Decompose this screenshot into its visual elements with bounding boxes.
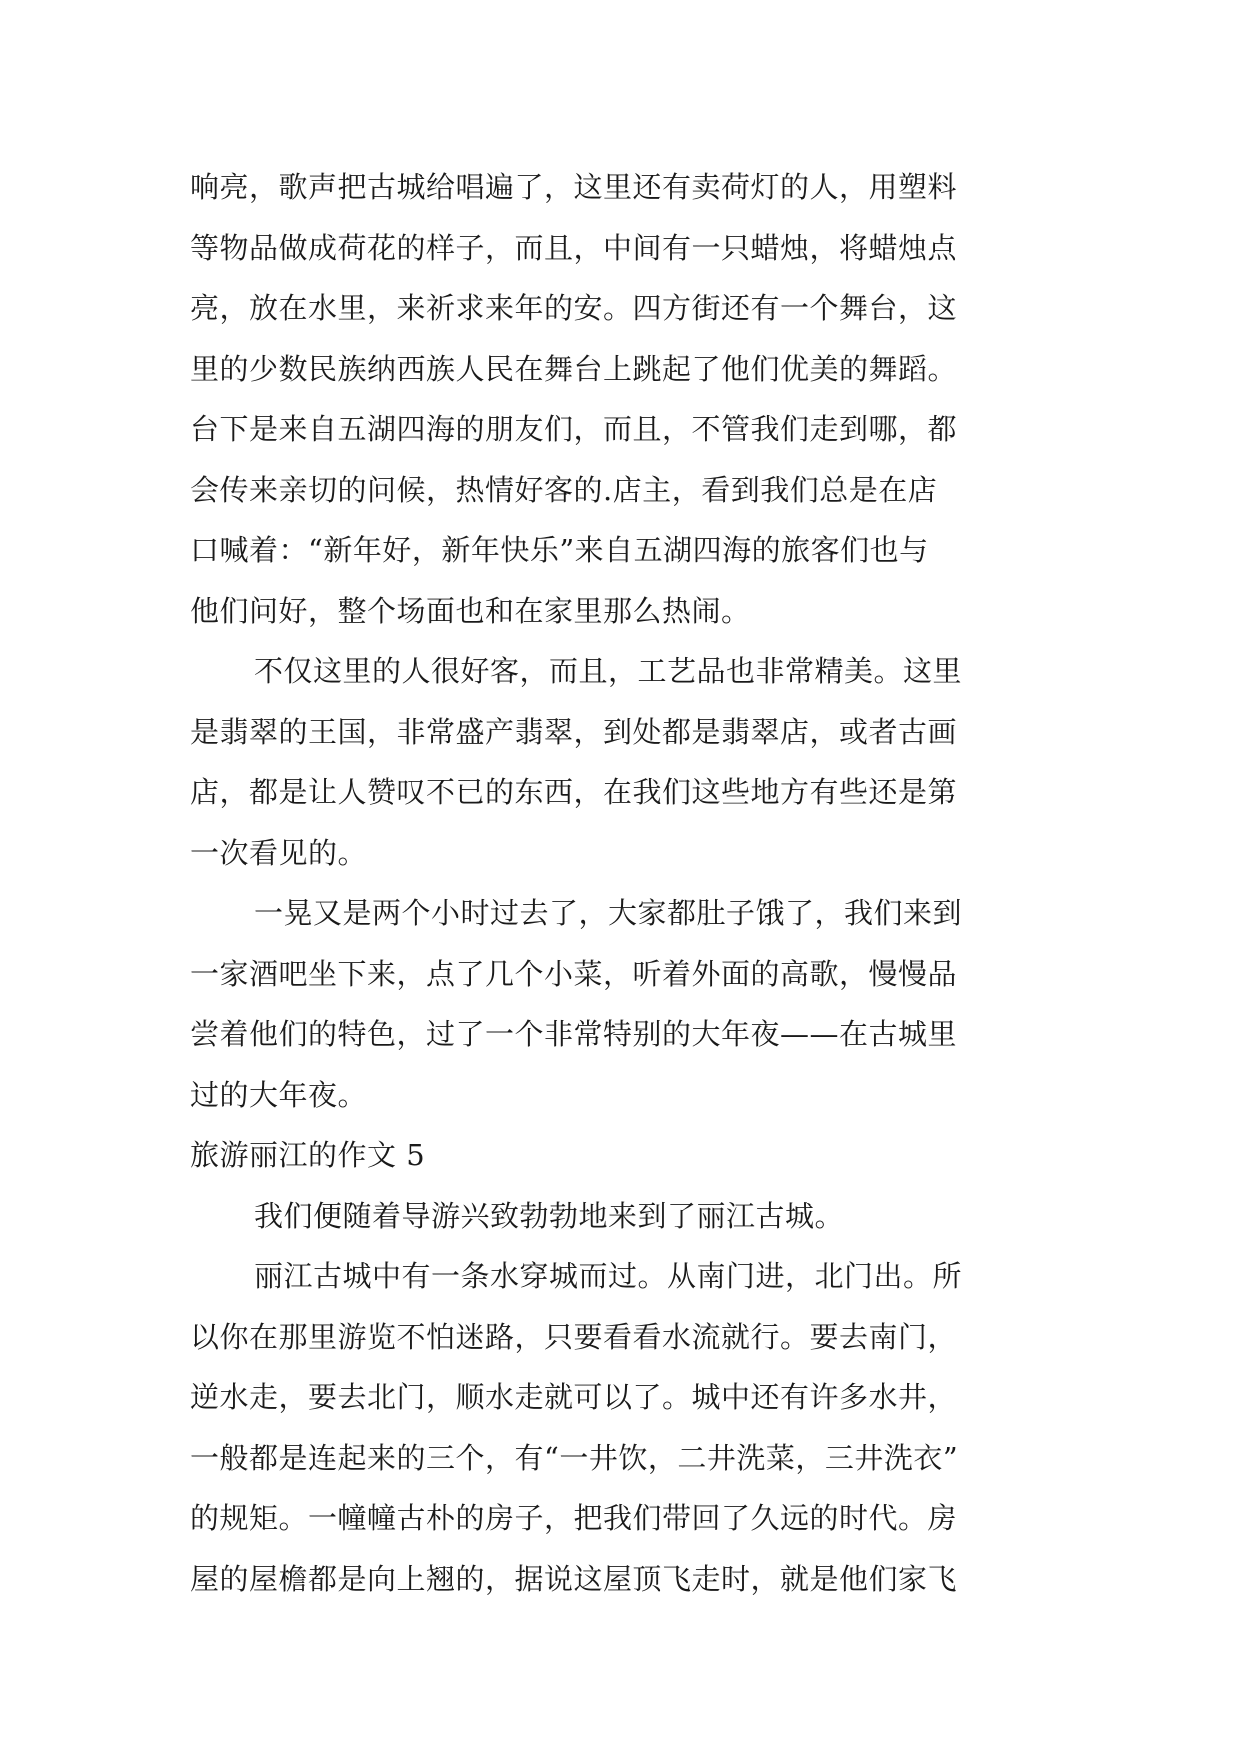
text-line: 等物品做成荷花的样子，而且，中间有一只蜡烛，将蜡烛点 [190, 230, 958, 265]
text-line: 会传来亲切的问候，热情好客的.店主，看到我们总是在店 [190, 472, 938, 507]
text-line: 屋的屋檐都是向上翘的，据说这屋顶飞走时，就是他们家飞 [190, 1561, 958, 1596]
text-line: 逆水走，要去北门，顺水走就可以了。城中还有许多水井， [190, 1380, 958, 1414]
text-line: 他们问好，整个场面也和在家里那么热闹。 [190, 593, 751, 628]
document-body [190, 157, 1060, 1609]
text-line: 过的大年夜。 [190, 1077, 368, 1112]
text-line: 一般都是连起来的三个，有“一井饮，二井洗菜，三井洗衣” [190, 1440, 959, 1475]
paragraph-start-line: 我们便随着导游兴致勃勃地来到了丽江古城。 [254, 1198, 845, 1233]
text-line: 响亮，歌声把古城给唱遍了，这里还有卖荷灯的人，用塑料 [190, 170, 958, 204]
text-line: 亮，放在水里，来祈求来年的安。四方街还有一个舞台，这 [190, 291, 958, 325]
paragraph-start-line: 一晃又是两个小时过去了，大家都肚子饿了，我们来到 [254, 896, 963, 930]
text-line: 以你在那里游览不怕迷路，只要看看水流就行。要去南门， [190, 1319, 958, 1354]
paragraph-start-line: 丽江古城中有一条水穿城而过。从南门进，北门出。所 [254, 1259, 963, 1293]
text-line: 里的少数民族纳西族人民在舞台上跳起了他们优美的舞蹈。 [190, 351, 958, 386]
text-line: 口喊着：“新年好，新年快乐”来自五湖四海的旅客们也与 [190, 533, 929, 567]
text-line: 一家酒吧坐下来，点了几个小菜，听着外面的高歌，慢慢品 [190, 956, 958, 991]
text-line: 一次看见的。 [190, 835, 368, 870]
section-heading: 旅游丽江的作文 5 [190, 1138, 426, 1172]
paragraph-start-line: 不仅这里的人很好客，而且，工艺品也非常精美。这里 [254, 654, 963, 688]
text-line: 尝着他们的特色，过了一个非常特别的大年夜——在古城里 [190, 1017, 958, 1051]
text-line: 是翡翠的王国，非常盛产翡翠，到处都是翡翠店，或者古画 [190, 714, 958, 749]
text-line: 台下是来自五湖四海的朋友们，而且，不管我们走到哪，都 [190, 412, 958, 446]
text-line: 的规矩。一幢幢古朴的房子，把我们带回了久远的时代。房 [190, 1501, 958, 1535]
text-line: 店，都是让人赞叹不已的东西，在我们这些地方有些还是第 [190, 775, 958, 809]
